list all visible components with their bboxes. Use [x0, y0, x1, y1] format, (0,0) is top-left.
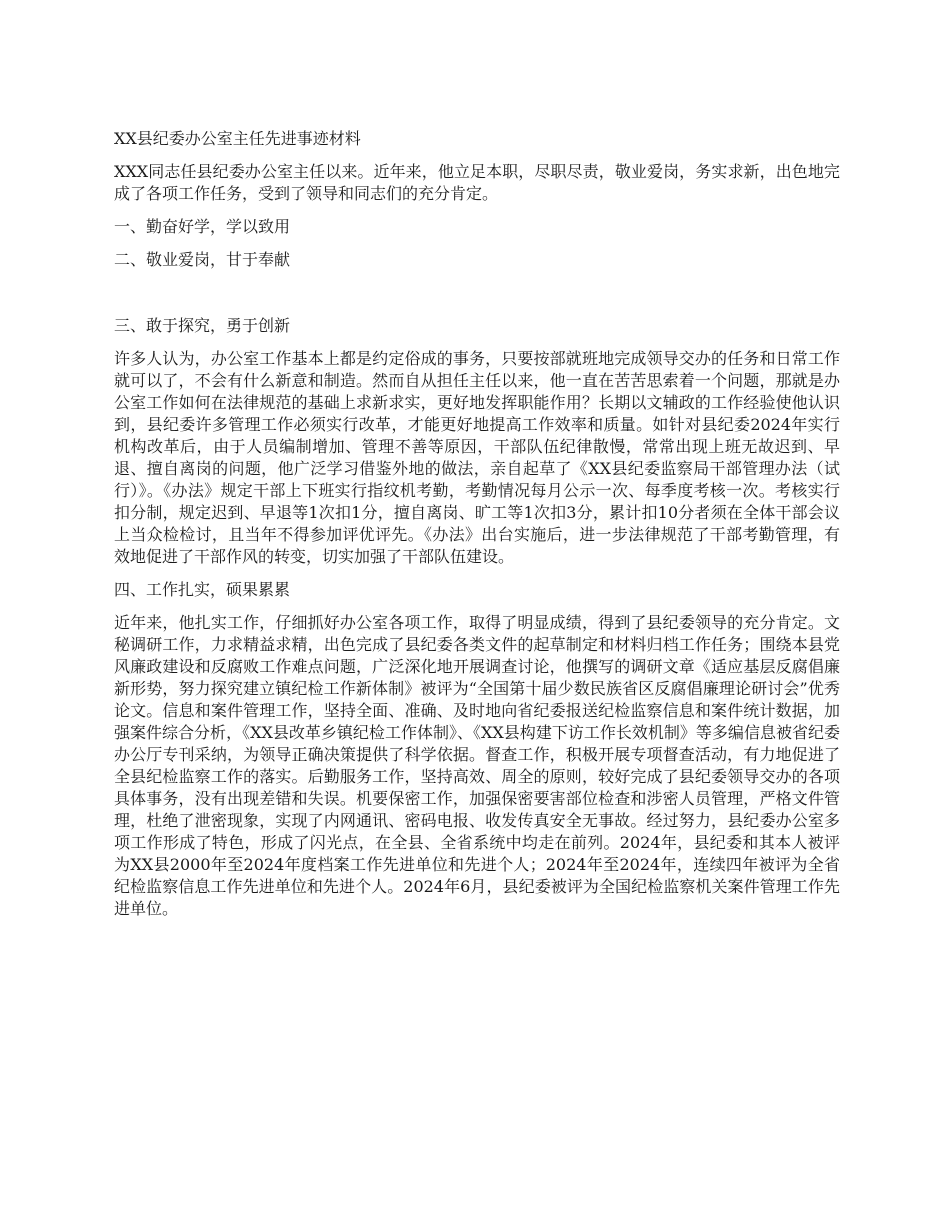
- document-page: [114, 128, 840, 931]
- section-heading-3: 三、敢于探究，勇于创新: [114, 316, 291, 335]
- section-4-paragraph: 近年来，他扎实工作，仔细抓好办公室各项工作，取得了明显成绩，得到了县纪委领导的充分肯定。文秘调研工作，力求精益求精，出色完成了县纪委各类文件的起草制定和材料归档工作任务；围绕本县党风廉政建设和反腐败工作难点问题，广泛深化地开展调查讨论，他撰写的调研文章《适应基层反腐倡廉新形势，努力探究建立镇纪检工作新体制》被评为“全国第十届少数民族省区反腐倡廉理论研讨会”优秀论文。信息和案件管理工作，坚持全面、准确、及时地向省纪委报送纪检监察信息和案件统计数据，加强案件综合分析，《XX县改革乡镇纪检工作体制》、《XX县构建下访工作长效机制》等多编信息被省纪委办公厅专刊采纳，为领导正确决策提供了科学依据。督查工作，积极开展专项督查活动，有力地促进了全县纪检监察工作的落实。后勤服务工作，坚持高效、周全的原则，较好完成了县纪委领导交办的各项具体事务，没有出现差错和失误。机要保密工作，加强保密要害部位检查和涉密人员管理，严格文件管理，杜绝了泄密现象，实现了内网通讯、密码电报、收发传真安全无事故。经过努力，县纪委办公室多项工作形成了特色，形成了闪光点，在全县、全省系统中均走在前列。2024年，县纪委和其本人被评为XX县2000年至2024年度档案工作先进单位和先进个人；2024年至2024年，连续四年被评为全省纪检监察信息工作先进单位和先进个人。2024年6月，县纪委被评为全国纪检监察机关案件管理工作先进单位。: [114, 613, 840, 918]
- section-heading-4: 四、工作扎实，硕果累累: [114, 580, 291, 599]
- section-heading-1: 一、勤奋好学，学以致用: [114, 217, 291, 236]
- section-heading-2: 二、敬业爱岗，甘于奉献: [114, 250, 291, 269]
- blank-gap: [114, 282, 840, 315]
- section-3-paragraph: 许多人认为，办公室工作基本上都是约定俗成的事务，只要按部就班地完成领导交办的任务和日常工作就可以了，不会有什么新意和制造。然而自从担任主任以来，他一直在苦苦思索着一个问题，那就是办公室工作如何在法律规范的基础上求新求实，更好地发挥职能作用？长期以文辅政的工作经验使他认识到，县纪委许多管理工作必须实行改革，才能更好地提高工作效率和质量。如针对县纪委2024年实行机构改革后，由于人员编制增加、管理不善等原因，干部队伍纪律散慢，常常出现上班无故迟到、早退、擅自离岗的问题，他广泛学习借鉴外地的做法，亲自起草了《XX县纪委监察局干部管理办法（试行）》。《办法》规定干部上下班实行指纹机考勤，考勤情况每月公示一次、每季度考核一次。考核实行扣分制，规定迟到、早退等1次扣1分，擅自离岗、旷工等1次扣3分，累计扣10分者须在全体干部会议上当众检检讨，且当年不得参加评优评先。《办法》出台实施后，进一步法律规范了干部考勤管理，有效地促进了干部作风的转变，切实加强了干部队伍建设。: [114, 349, 840, 566]
- intro-paragraph: XXX同志任县纪委办公室主任以来。近年来，他立足本职，尽职尽责，敬业爱岗，务实求新，出色地完成了各项工作任务，受到了领导和同志们的充分肯定。: [114, 162, 840, 203]
- document-title: XX县纪委办公室主任先进事迹材料: [114, 129, 361, 148]
